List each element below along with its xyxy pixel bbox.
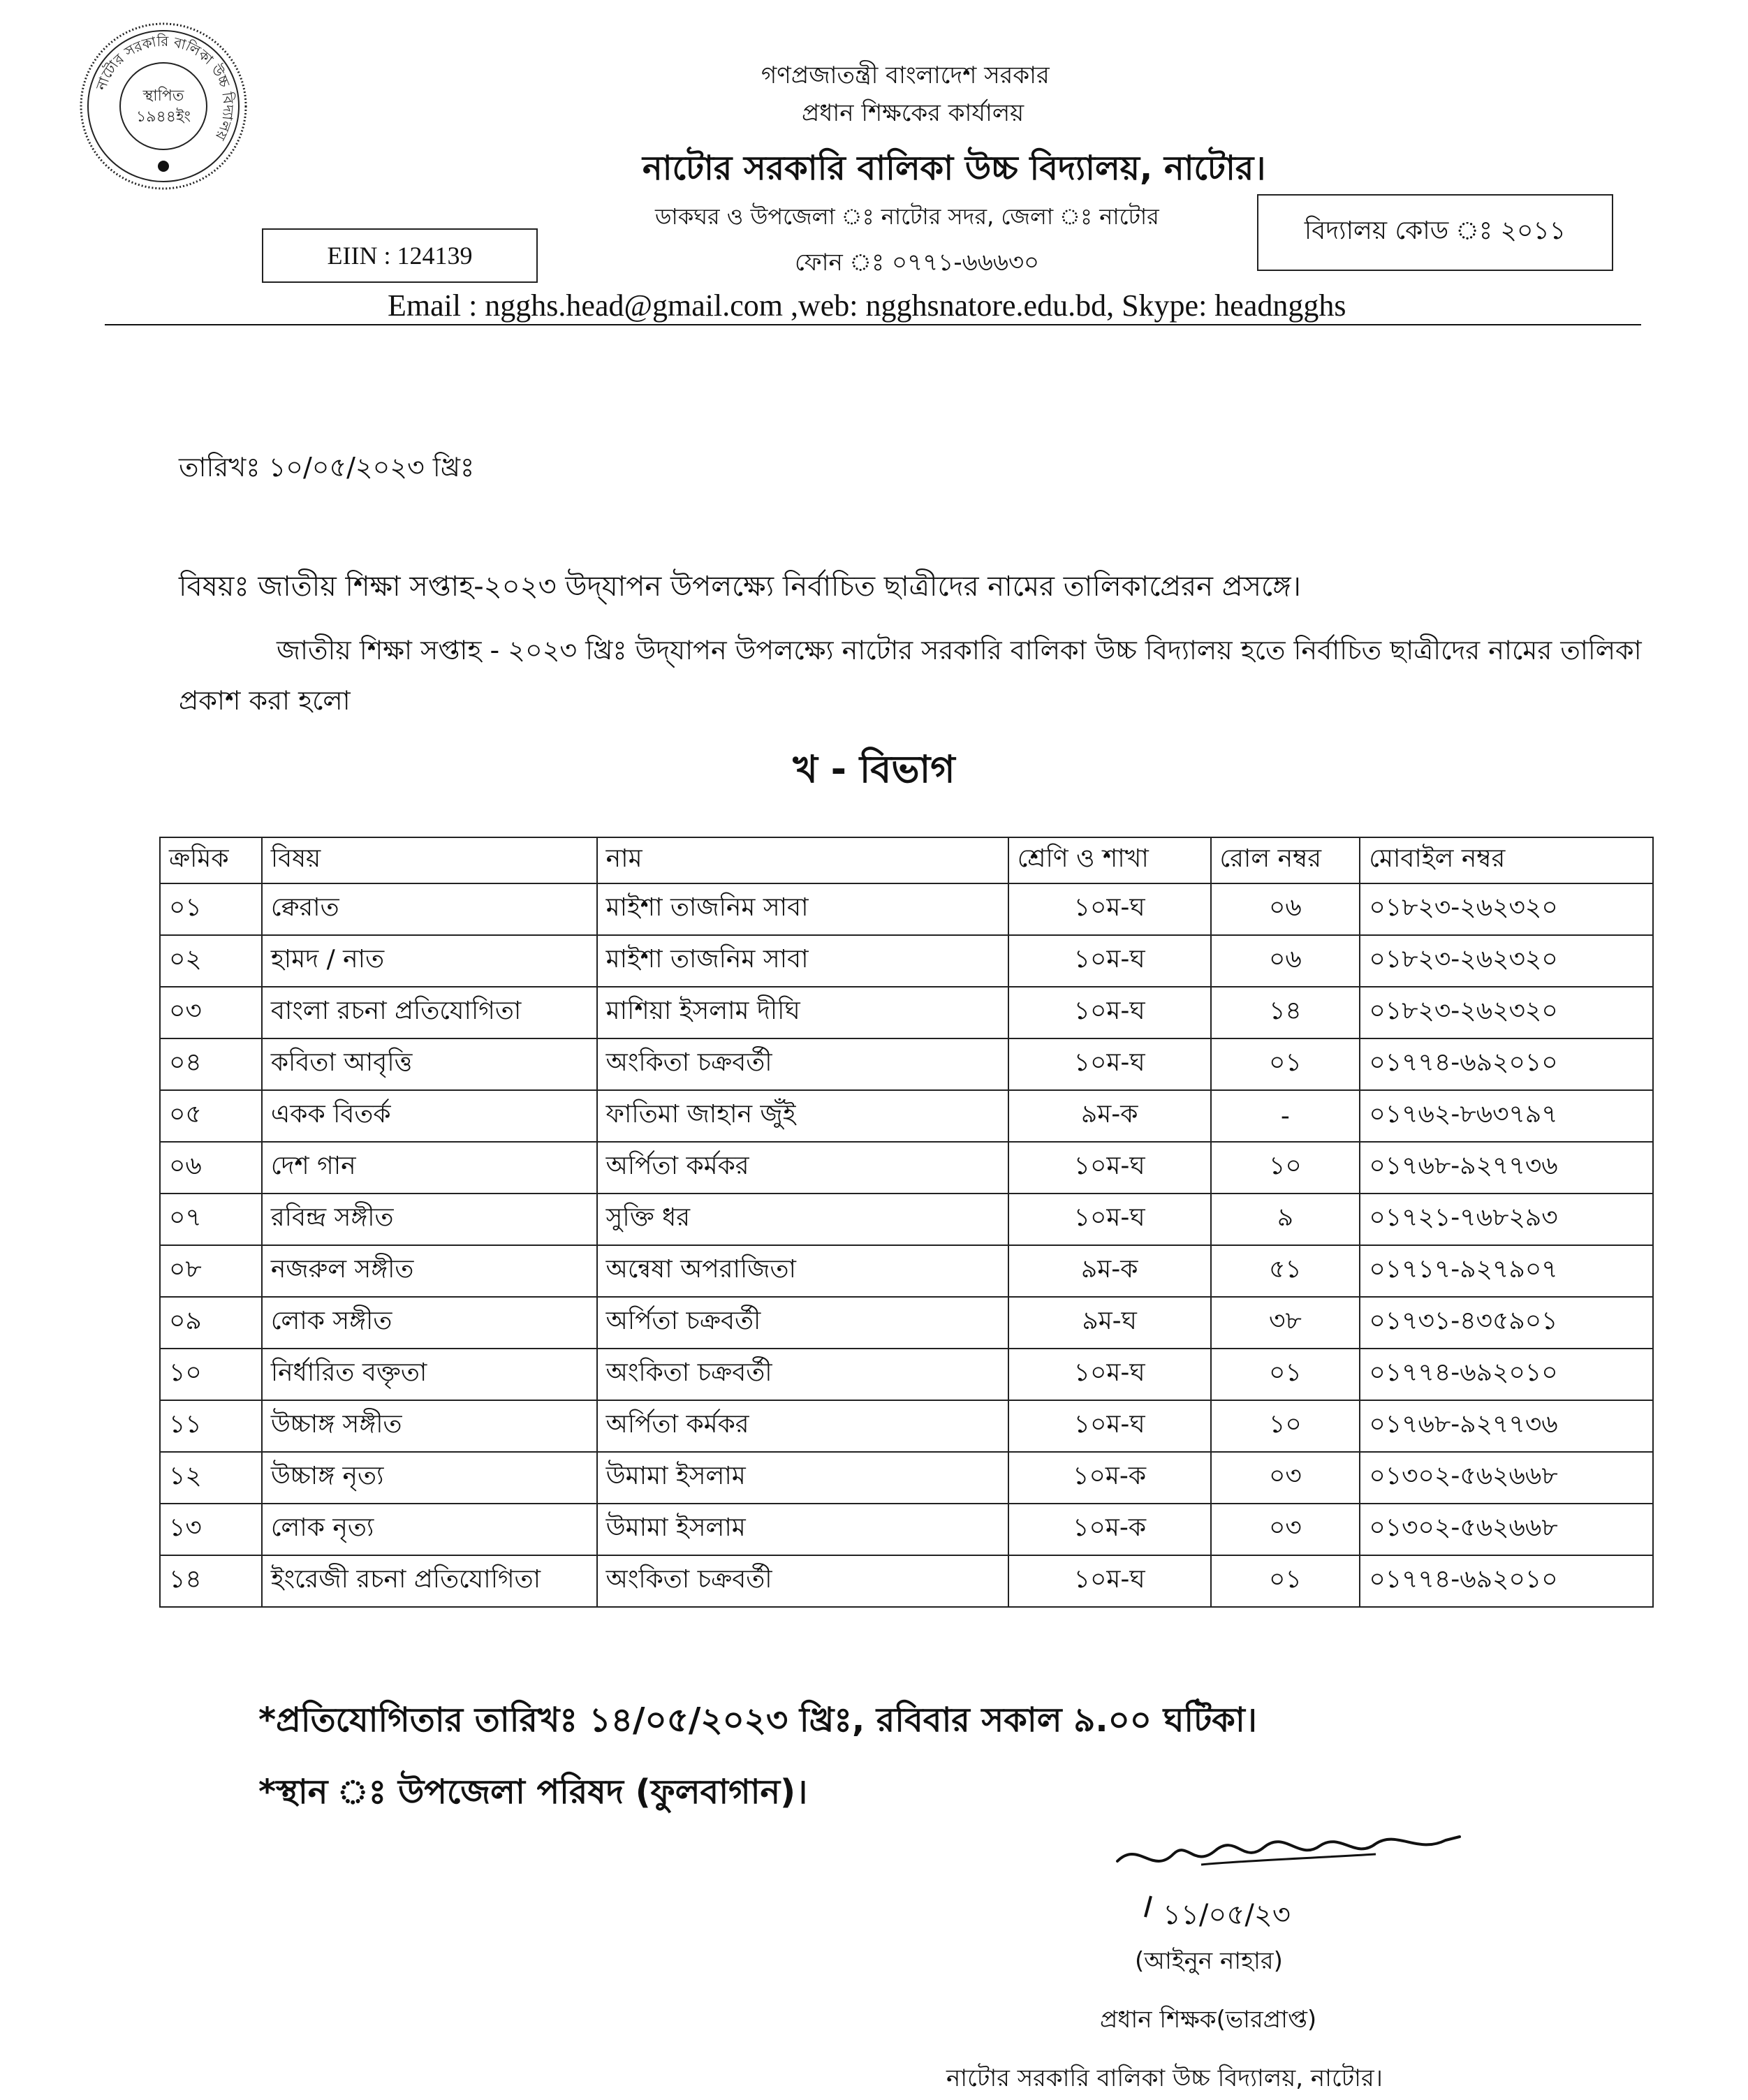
table-row [160, 1090, 1653, 1142]
table-header-row [160, 837, 1653, 883]
table-row [160, 1297, 1653, 1349]
column-header: ক্রমিক [160, 837, 262, 883]
subject-cell: ইংরেজী রচনা প্রতিযোগিতা [262, 1555, 597, 1607]
mobile-cell: ০১৭৭৪-৬৯২০১০ [1360, 1349, 1653, 1400]
table-row [160, 1142, 1653, 1194]
name-cell: অংকিতা চক্রবর্তী [597, 1349, 1008, 1400]
table-body [160, 883, 1653, 1607]
class-section-cell: ১০ম-ঘ [1008, 1349, 1211, 1400]
roll-cell: ০৬ [1211, 883, 1360, 935]
venue-note: *স্থান ঃ উপজেলা পরিষদ (ফুলবাগান)। [258, 1772, 808, 1812]
table-row [160, 1194, 1653, 1245]
name-cell: অংকিতা চক্রবর্তী [597, 1038, 1008, 1090]
column-header: রোল নম্বর [1211, 837, 1360, 883]
column-header: নাম [597, 837, 1008, 883]
table-row [160, 883, 1653, 935]
mobile-cell: ০১৮২৩-২৬২৩২০ [1360, 935, 1653, 987]
name-cell: অর্পিতা কর্মকর [597, 1400, 1008, 1452]
eiin-number: EIIN : 124139 [327, 242, 473, 270]
name-cell: অংকিতা চক্রবর্তী [597, 1555, 1008, 1607]
class-section-cell: ৯ম-ক [1008, 1245, 1211, 1297]
seal-ring-text: নাটোর সরকারি বালিকা উচ্চ বিদ্যালয় [92, 32, 237, 143]
table-row [160, 935, 1653, 987]
name-cell: অন্বেষা অপরাজিতা [597, 1245, 1008, 1297]
eiin-box [262, 228, 538, 283]
mobile-cell: ০১৭৬২-৮৬৩৭৯৭ [1360, 1090, 1653, 1142]
subject-cell: হামদ / নাত [262, 935, 597, 987]
serial-cell: ০২ [160, 935, 262, 987]
mobile-cell: ০১৭৩১-৪৩৫৯০১ [1360, 1297, 1653, 1349]
mobile-cell: ০১৮২৩-২৬২৩২০ [1360, 987, 1653, 1038]
table-row [160, 1555, 1653, 1607]
signatory-title: প্রধান শিক্ষক(ভারপ্রাপ্ত) [1100, 2006, 1317, 2034]
subject-cell: লোক নৃত্য [262, 1504, 597, 1555]
serial-cell: ১২ [160, 1452, 262, 1504]
mobile-cell: ০১৮২৩-২৬২৩২০ [1360, 883, 1653, 935]
subject-cell: নির্ধারিত বক্তৃতা [262, 1349, 597, 1400]
subject-cell: একক বিতর্ক [262, 1090, 597, 1142]
letter-paragraph: জাতীয় শিক্ষা সপ্তাহ - ২০২৩ খ্রিঃ উদ্‌যাপন উপলক্ষ্যে নাটোর সরকারি বালিকা উচ্চ বিদ্যালয় হতে নির্বাচিত ছাত্রীদের নামের তালিকা প্রকাশ করা হলো [179, 635, 1642, 716]
mobile-cell: ০১৭৭৪-৬৯২০১০ [1360, 1038, 1653, 1090]
name-cell: উমামা ইসলাম [597, 1504, 1008, 1555]
name-cell: অর্পিতা চক্রবর্তী [597, 1297, 1008, 1349]
subject-cell: রবিন্দ্র সঙ্গীত [262, 1194, 597, 1245]
signatory-school: নাটোর সরকারি বালিকা উচ্চ বিদ্যালয়, নাটোর। [946, 2064, 1383, 2092]
roll-cell: ০১ [1211, 1038, 1360, 1090]
serial-cell: ০৪ [160, 1038, 262, 1090]
serial-cell: ১১ [160, 1400, 262, 1452]
column-header: বিষয় [262, 837, 597, 883]
roll-cell: ০১ [1211, 1555, 1360, 1607]
name-cell: মাইশা তাজনিম সাবা [597, 883, 1008, 935]
class-section-cell: ১০ম-ঘ [1008, 1142, 1211, 1194]
roll-cell: ০৬ [1211, 935, 1360, 987]
roll-cell: ৯ [1211, 1194, 1360, 1245]
section-title: খ - বিভাগ [793, 747, 955, 791]
competition-date-note: *প্রতিযোগিতার তারিখঃ ১৪/০৫/২০২৩ খ্রিঃ, রবিবার সকাল ৯.০০ ঘটিকা। [258, 1701, 1257, 1740]
serial-cell: ০৩ [160, 987, 262, 1038]
table-row [160, 987, 1653, 1038]
mobile-cell: ০১৭৭৪-৬৯২০১০ [1360, 1555, 1653, 1607]
table-row [160, 1504, 1653, 1555]
class-section-cell: ১০ম-ঘ [1008, 1194, 1211, 1245]
seal-established-label: স্থাপিত [142, 87, 184, 105]
name-cell: অর্পিতা কর্মকর [597, 1142, 1008, 1194]
class-section-cell: ১০ম-ঘ [1008, 1400, 1211, 1452]
name-cell: সুক্তি ধর [597, 1194, 1008, 1245]
subject-cell: বাংলা রচনা প্রতিযোগিতা [262, 987, 597, 1038]
roll-cell: ৩৮ [1211, 1297, 1360, 1349]
mobile-cell: ০১৭৬৮-৯২৭৭৩৬ [1360, 1142, 1653, 1194]
school-phone: ফোন ঃ ০৭৭১-৬৬৬৩০ [795, 249, 1040, 277]
serial-cell: ০৬ [160, 1142, 262, 1194]
serial-cell: ১০ [160, 1349, 262, 1400]
column-header: মোবাইল নম্বর [1360, 837, 1653, 883]
name-cell: মাইশা তাজনিম সাবা [597, 935, 1008, 987]
government-title: গণপ্রজাতন্ত্রী বাংলাদেশ সরকার [761, 61, 1050, 89]
subject-cell: দেশ গান [262, 1142, 597, 1194]
class-section-cell: ১০ম-ঘ [1008, 935, 1211, 987]
class-section-cell: ১০ম-ঘ [1008, 1555, 1211, 1607]
subject-cell: লোক সঙ্গীত [262, 1297, 597, 1349]
subject-cell: নজরুল সঙ্গীত [262, 1245, 597, 1297]
signature-date: ১১/০৫/২৩ [1163, 1899, 1291, 1931]
class-section-cell: ৯ম-ক [1008, 1090, 1211, 1142]
roll-cell: ১০ [1211, 1400, 1360, 1452]
roll-cell: ০৩ [1211, 1452, 1360, 1504]
roll-cell: ০১ [1211, 1349, 1360, 1400]
serial-cell: ১৩ [160, 1504, 262, 1555]
roll-cell: ৫১ [1211, 1245, 1360, 1297]
letter-date: তারিখঃ ১০/০৫/২০২৩ খ্রিঃ [179, 452, 475, 483]
subject-cell: ক্বেরাত [262, 883, 597, 935]
class-section-cell: ৯ম-ঘ [1008, 1297, 1211, 1349]
name-cell: মাশিয়া ইসলাম দীঘি [597, 987, 1008, 1038]
selected-students-table [159, 837, 1654, 1608]
mobile-cell: ০১৭৬৮-৯২৭৭৩৬ [1360, 1400, 1653, 1452]
table-row [160, 1400, 1653, 1452]
class-section-cell: ১০ম-ঘ [1008, 987, 1211, 1038]
roll-cell: ১০ [1211, 1142, 1360, 1194]
mobile-cell: ০১৭১৭-৯২৭৯০৭ [1360, 1245, 1653, 1297]
seal-established-year: ১৯৪৪ইং [135, 108, 191, 126]
school-code: বিদ্যালয় কোড ঃ ২০১১ [1304, 216, 1566, 245]
subject-cell: উচ্চাঙ্গ সঙ্গীত [262, 1400, 597, 1452]
class-section-cell: ১০ম-ক [1008, 1452, 1211, 1504]
serial-cell: ০৫ [160, 1090, 262, 1142]
letter-subject: বিষয়ঃ জাতীয় শিক্ষা সপ্তাহ-২০২৩ উদ্‌যাপন উপলক্ষ্যে নির্বাচিত ছাত্রীদের নামের তালিকাপ্রেরন প্রসঙ্গে। [179, 571, 1301, 603]
signatory-name: (আইনুন নাহার) [1135, 1947, 1283, 1975]
roll-cell: ০৩ [1211, 1504, 1360, 1555]
table-row [160, 1452, 1653, 1504]
subject-cell: উচ্চাঙ্গ নৃত্য [262, 1452, 597, 1504]
table-row [160, 1245, 1653, 1297]
roll-cell: - [1211, 1090, 1360, 1142]
name-cell: ফাতিমা জাহান জুঁই [597, 1090, 1008, 1142]
school-address: ডাকঘর ও উপজেলা ঃ নাটোর সদর, জেলা ঃ নাটোর [655, 203, 1159, 230]
table-row [160, 1038, 1653, 1090]
school-seal [77, 20, 250, 193]
subject-cell: কবিতা আবৃত্তি [262, 1038, 597, 1090]
class-section-cell: ১০ম-ঘ [1008, 1038, 1211, 1090]
head-teacher-signature [1096, 1812, 1488, 1952]
school-name: নাটোর সরকারি বালিকা উচ্চ বিদ্যালয়, নাটোর। [642, 149, 1266, 188]
class-section-cell: ১০ম-ক [1008, 1504, 1211, 1555]
office-title: প্রধান শিক্ষকের কার্যালয় [802, 99, 1024, 127]
name-cell: উমামা ইসলাম [597, 1452, 1008, 1504]
header-divider [105, 324, 1641, 325]
class-section-cell: ১০ম-ঘ [1008, 883, 1211, 935]
serial-cell: ০৭ [160, 1194, 262, 1245]
mobile-cell: ০১৩০২-৫৬২৬৬৮ [1360, 1452, 1653, 1504]
school-code-box [1257, 194, 1613, 271]
mobile-cell: ০১৭২১-৭৬৮২৯৩ [1360, 1194, 1653, 1245]
column-header: শ্রেণি ও শাখা [1008, 837, 1211, 883]
contact-line: Email : ngghs.head@gmail.com ,web: ngghsnatore.edu.bd, Skype: headngghs [388, 288, 1346, 323]
roll-cell: ১৪ [1211, 987, 1360, 1038]
mobile-cell: ০১৩০২-৫৬২৬৬৮ [1360, 1504, 1653, 1555]
serial-cell: ০৮ [160, 1245, 262, 1297]
serial-cell: ১৪ [160, 1555, 262, 1607]
serial-cell: ০৯ [160, 1297, 262, 1349]
table-row [160, 1349, 1653, 1400]
serial-cell: ০১ [160, 883, 262, 935]
